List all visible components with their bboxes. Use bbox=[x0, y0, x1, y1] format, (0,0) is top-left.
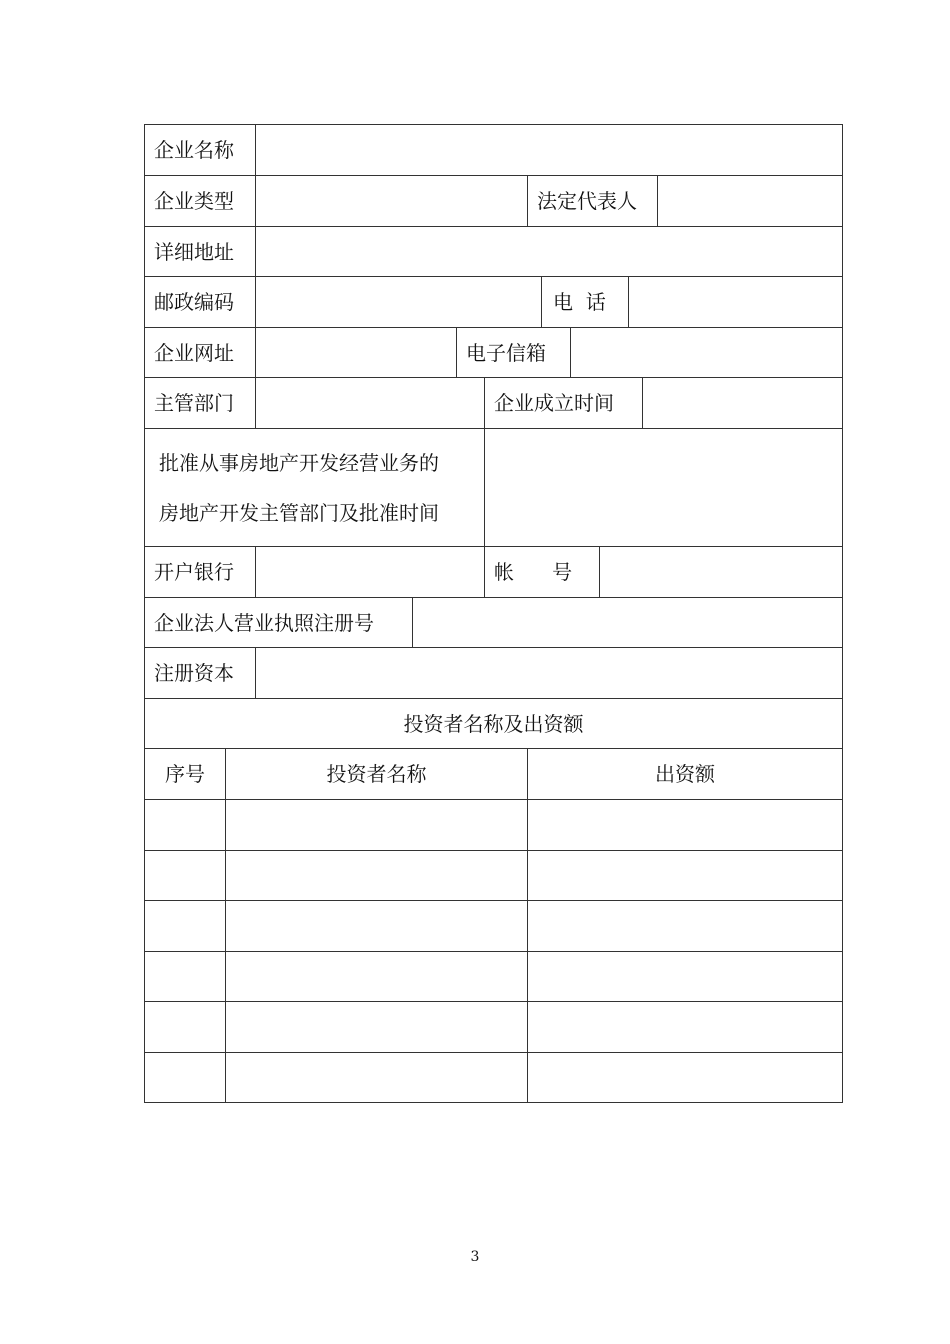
investor-row-2-serial[interactable] bbox=[145, 851, 225, 900]
email-field[interactable] bbox=[571, 328, 842, 377]
investor-row-2-contribution[interactable] bbox=[528, 851, 842, 900]
registered-capital-label: 注册资本 bbox=[154, 661, 234, 685]
investor-row-4-name[interactable] bbox=[226, 952, 527, 1001]
enterprise-name-label: 企业名称 bbox=[154, 138, 234, 162]
detailed-address-label: 详细地址 bbox=[154, 239, 234, 264]
enterprise-type-field[interactable] bbox=[256, 176, 527, 226]
license-number-field[interactable] bbox=[413, 598, 842, 647]
investor-row-1-contribution[interactable] bbox=[528, 800, 842, 850]
investor-row-2-name[interactable] bbox=[226, 851, 527, 900]
email-label: 电子信箱 bbox=[466, 340, 546, 365]
telephone-field[interactable] bbox=[629, 277, 842, 327]
investors-section-title: 投资者名称及出资额 bbox=[403, 711, 584, 736]
telephone-label: 电 话 bbox=[553, 290, 606, 314]
page-number: 3 bbox=[470, 1249, 480, 1265]
approval-authority-label-line1: 批准从事房地产开发经营业务的 bbox=[159, 450, 439, 475]
registration-form-table bbox=[144, 124, 843, 1103]
website-label: 企业网址 bbox=[154, 340, 234, 365]
investor-name-column-header: 投资者名称 bbox=[326, 762, 427, 786]
establishment-date-label: 企业成立时间 bbox=[494, 391, 614, 415]
investor-row-6-serial[interactable] bbox=[145, 1053, 225, 1102]
registered-capital-field[interactable] bbox=[256, 648, 842, 698]
supervising-department-field[interactable] bbox=[256, 378, 484, 428]
supervising-department-label: 主管部门 bbox=[154, 391, 234, 415]
approval-authority-field[interactable] bbox=[485, 429, 842, 546]
account-number-label: 帐 号 bbox=[494, 560, 573, 584]
investor-row-5-contribution[interactable] bbox=[528, 1002, 842, 1052]
establishment-date-field[interactable] bbox=[643, 378, 842, 428]
bank-label: 开户银行 bbox=[154, 560, 234, 584]
investor-row-3-name[interactable] bbox=[226, 901, 527, 951]
investor-row-4-contribution[interactable] bbox=[528, 952, 842, 1001]
website-field[interactable] bbox=[256, 328, 456, 377]
legal-representative-field[interactable] bbox=[658, 176, 842, 226]
approval-authority-label-line2: 房地产开发主管部门及批准时间 bbox=[159, 500, 439, 525]
contribution-column-header: 出资额 bbox=[655, 762, 715, 786]
investor-row-1-serial[interactable] bbox=[145, 800, 225, 850]
investor-row-6-contribution[interactable] bbox=[528, 1053, 842, 1102]
account-number-field[interactable] bbox=[600, 547, 842, 597]
investor-row-6-name[interactable] bbox=[226, 1053, 527, 1102]
investor-row-5-name[interactable] bbox=[226, 1002, 527, 1052]
investor-row-4-serial[interactable] bbox=[145, 952, 225, 1001]
detailed-address-field[interactable] bbox=[256, 227, 842, 276]
bank-field[interactable] bbox=[256, 547, 484, 597]
postal-code-label: 邮政编码 bbox=[154, 290, 234, 314]
investor-row-3-serial[interactable] bbox=[145, 901, 225, 951]
license-number-label: 企业法人营业执照注册号 bbox=[154, 610, 374, 635]
investor-row-5-serial[interactable] bbox=[145, 1002, 225, 1052]
legal-representative-label: 法定代表人 bbox=[537, 189, 637, 213]
serial-column-header: 序号 bbox=[165, 762, 205, 786]
investor-row-1-name[interactable] bbox=[226, 800, 527, 850]
enterprise-name-field[interactable] bbox=[256, 125, 842, 175]
investor-row-3-contribution[interactable] bbox=[528, 901, 842, 951]
approval-authority-label bbox=[145, 429, 484, 546]
postal-code-field[interactable] bbox=[256, 277, 541, 327]
enterprise-type-label: 企业类型 bbox=[154, 189, 234, 213]
